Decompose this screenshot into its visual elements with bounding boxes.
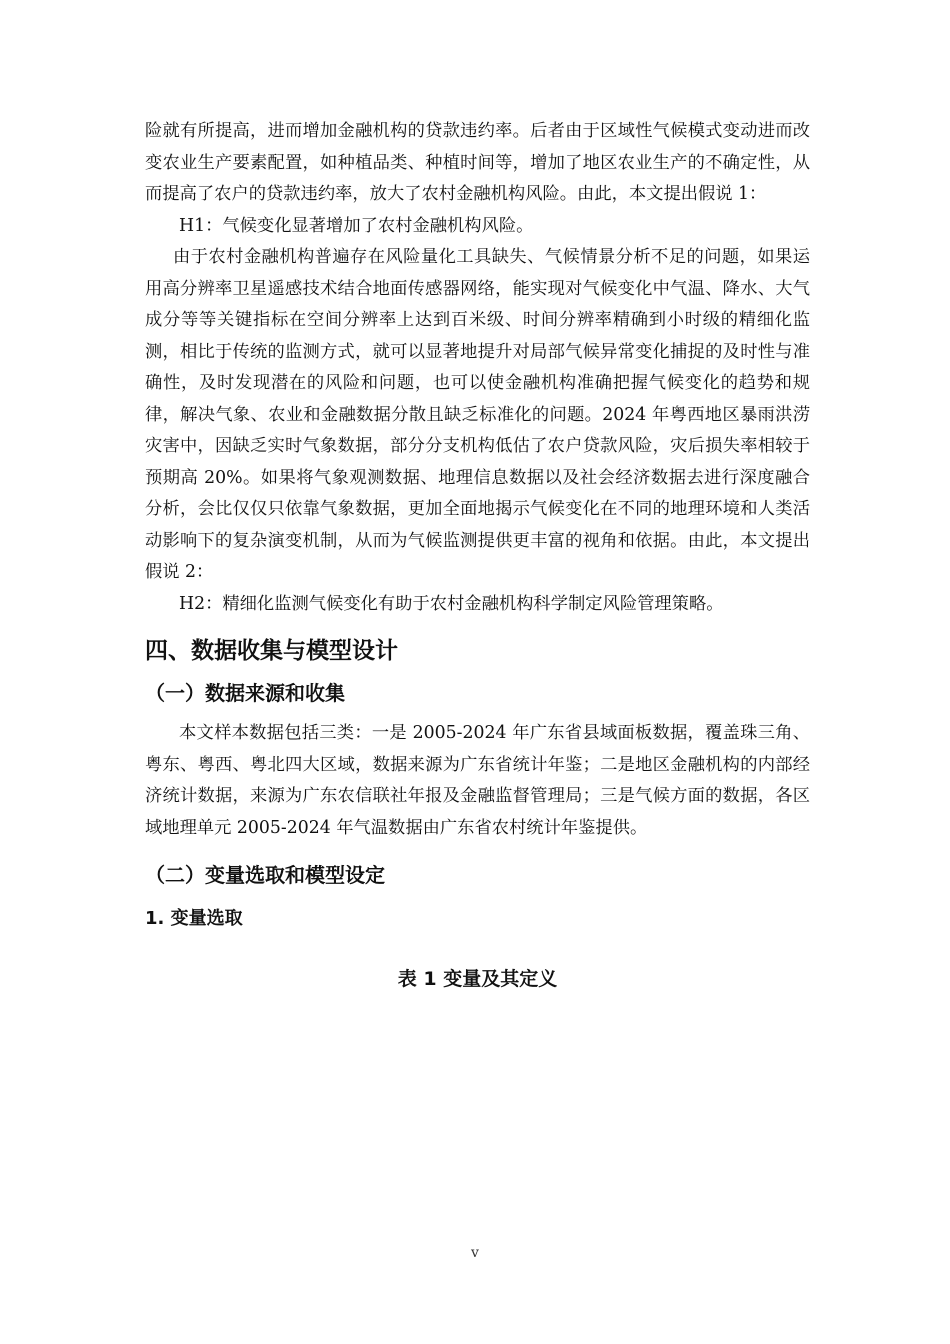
item-heading-variable-selection: 1. 变量选取 bbox=[145, 908, 243, 929]
subsection-heading-variables-model: （二）变量选取和模型设定 bbox=[145, 863, 385, 887]
paragraph-hypothesis-1-context: 险就有所提高，进而增加金融机构的贷款违约率。后者由于区域性气候模式变动进而改变农业生产要素配置，如种植品类、种植时间等，增加了地区农业生产的不确定性，从而提高了农户的贷款违约率，放大了农村金融机构风险。由此，本文提出假说 1： bbox=[145, 121, 810, 204]
paragraph-hypothesis-2-context: 由于农村金融机构普遍存在风险量化工具缺失、气候情景分析不足的问题，如果运用高分辨率卫星遥感技术结合地面传感器网络，能实现对气候变化中气温、降水、大气成分等等关键指标在空间分辨率上达到百米级、时间分辨率精确到小时级的精细化监测，相比于传统的监测方式，就可以显著地提升对局部气候异常变化捕捉的及时性与准确性，及时发现潜在的风险和问题，也可以使金融机构准确把握气候变化的趋势和规律，解决气象、农业和金融数据分散且缺乏标准化的问题。2024 年粤西地区暴雨洪涝灾害中，因缺乏实时气象数据，部分分支机构低估了农户贷款风险，灾后损失率相较于预期高 20%。如果将气象观测数据、地理信息数据以及社会经济数据去进行深度融合分析，会比仅仅只依靠气象数据，更加全面地揭示气候变化在不同的地理环境和人类活动影响下的复杂演变机制，从而为气候监测提供更丰富的视角和依据。由此，本文提出假说 2： bbox=[145, 247, 810, 582]
paragraph-data-sources: 本文样本数据包括三类：一是 2005-2024 年广东省县域面板数据，覆盖珠三角、粤东、粤西、粤北四大区域，数据来源为广东省统计年鉴；二是地区金融机构的内部经济统计数据，来源为广东农信联社年报及金融监督管理局；三是气候方面的数据，各区域地理单元 2005-2024 年气温数据由广东省农村统计年鉴提供。 bbox=[145, 723, 810, 838]
subsection-heading-data-sources: （一）数据来源和收集 bbox=[145, 681, 345, 705]
hypothesis-2: H2：精细化监测气候变化有助于农村金融机构科学制定风险管理策略。 bbox=[179, 593, 724, 614]
page-number: v bbox=[471, 1245, 479, 1261]
section-heading-data-and-model: 四、数据收集与模型设计 bbox=[145, 638, 398, 664]
page-body bbox=[145, 116, 810, 994]
table-caption: 表 1 变量及其定义 bbox=[397, 968, 558, 990]
hypothesis-1: H1：气候变化显著增加了农村金融机构风险。 bbox=[179, 215, 534, 236]
